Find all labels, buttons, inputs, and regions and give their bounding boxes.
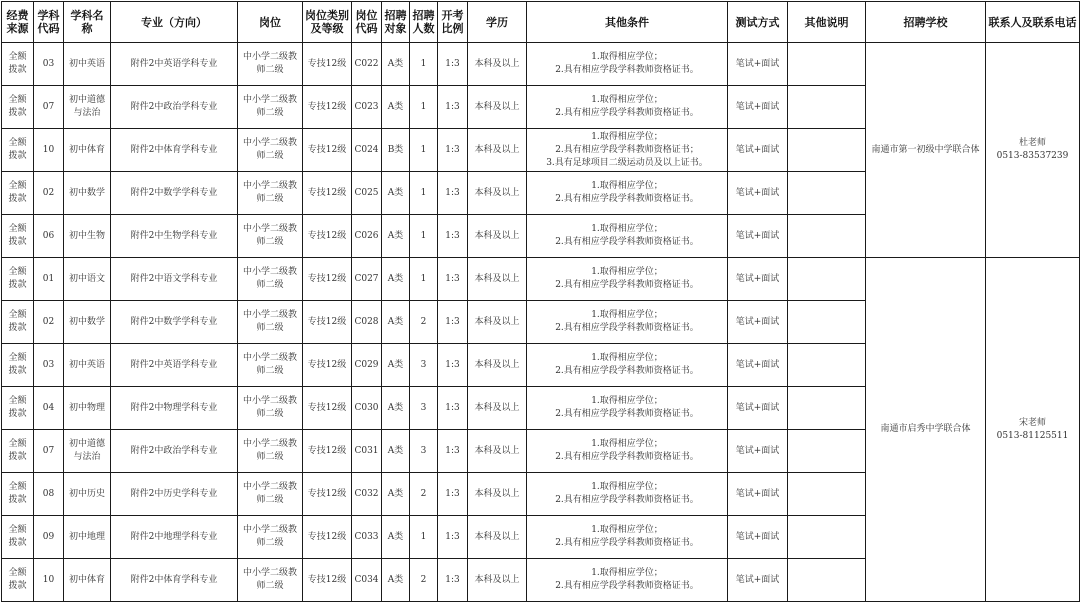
table-row [2, 43, 1080, 86]
header-ratio: 开考 比例 [438, 2, 468, 43]
cell-category: 专技12级 [303, 129, 352, 172]
cell-test: 笔试+面试 [728, 258, 788, 301]
cell-position-code: C026 [352, 215, 382, 258]
cell-school: 南通市启秀中学联合体 [866, 258, 986, 602]
cell-position-code: C025 [352, 172, 382, 215]
cell-funding: 全额 拨款 [2, 172, 34, 215]
cell-subject-code: 10 [34, 559, 64, 602]
cell-subject-name: 初中地理 [64, 516, 111, 559]
cell-ratio: 1:3 [438, 473, 468, 516]
cell-subject-code: 07 [34, 86, 64, 129]
cell-target: A类 [382, 86, 410, 129]
cell-education: 本科及以上 [468, 86, 527, 129]
cell-count: 3 [410, 387, 438, 430]
cell-position-code: C033 [352, 516, 382, 559]
cell-funding: 全额 拨款 [2, 129, 34, 172]
cell-notes [788, 129, 866, 172]
cell-notes [788, 344, 866, 387]
cell-major: 附件2中体育学科专业 [111, 129, 238, 172]
cell-ratio: 1:3 [438, 301, 468, 344]
cell-ratio: 1:3 [438, 344, 468, 387]
cell-contact: 宋老师 0513-81125511 [986, 258, 1080, 602]
cell-target: A类 [382, 43, 410, 86]
cell-count: 1 [410, 129, 438, 172]
cell-education: 本科及以上 [468, 473, 527, 516]
cell-count: 1 [410, 86, 438, 129]
cell-count: 1 [410, 516, 438, 559]
cell-test: 笔试+面试 [728, 172, 788, 215]
cell-test: 笔试+面试 [728, 387, 788, 430]
cell-funding: 全额 拨款 [2, 215, 34, 258]
cell-position: 中小学二级教 师二级 [238, 473, 303, 516]
cell-conditions: 1.取得相应学位； 2.具有相应学段学科教师资格证书； 3.具有足球项目二级运动员及以上证书。 [527, 129, 728, 172]
cell-category: 专技12级 [303, 86, 352, 129]
cell-subject-name: 初中英语 [64, 43, 111, 86]
cell-count: 2 [410, 559, 438, 602]
cell-target: A类 [382, 344, 410, 387]
cell-count: 3 [410, 344, 438, 387]
cell-funding: 全额 拨款 [2, 86, 34, 129]
cell-position: 中小学二级教 师二级 [238, 129, 303, 172]
cell-position: 中小学二级教 师二级 [238, 387, 303, 430]
cell-ratio: 1:3 [438, 516, 468, 559]
cell-major: 附件2中数学学科专业 [111, 172, 238, 215]
cell-ratio: 1:3 [438, 172, 468, 215]
header-notes: 其他说明 [788, 2, 866, 43]
cell-position: 中小学二级教 师二级 [238, 344, 303, 387]
cell-position: 中小学二级教 师二级 [238, 430, 303, 473]
cell-position-code: C024 [352, 129, 382, 172]
cell-conditions: 1.取得相应学位； 2.具有相应学段学科教师资格证书。 [527, 473, 728, 516]
header-contact: 联系人及联系电话 [986, 2, 1080, 43]
header-position-code: 岗位 代码 [352, 2, 382, 43]
cell-category: 专技12级 [303, 344, 352, 387]
cell-count: 2 [410, 473, 438, 516]
cell-contact: 杜老师 0513-83537239 [986, 43, 1080, 258]
cell-major: 附件2中英语学科专业 [111, 43, 238, 86]
table-body [2, 43, 1080, 602]
cell-category: 专技12级 [303, 172, 352, 215]
cell-target: A类 [382, 559, 410, 602]
cell-notes [788, 86, 866, 129]
cell-position: 中小学二级教 师二级 [238, 301, 303, 344]
cell-notes [788, 387, 866, 430]
recruitment-table [1, 1, 1080, 602]
cell-education: 本科及以上 [468, 344, 527, 387]
cell-subject-name: 初中体育 [64, 559, 111, 602]
cell-conditions: 1.取得相应学位； 2.具有相应学段学科教师资格证书。 [527, 172, 728, 215]
cell-conditions: 1.取得相应学位； 2.具有相应学段学科教师资格证书。 [527, 559, 728, 602]
cell-conditions: 1.取得相应学位； 2.具有相应学段学科教师资格证书。 [527, 301, 728, 344]
cell-major: 附件2中语文学科专业 [111, 258, 238, 301]
cell-position-code: C027 [352, 258, 382, 301]
cell-test: 笔试+面试 [728, 473, 788, 516]
cell-target: B类 [382, 129, 410, 172]
cell-education: 本科及以上 [468, 172, 527, 215]
cell-position-code: C022 [352, 43, 382, 86]
cell-test: 笔试+面试 [728, 344, 788, 387]
cell-ratio: 1:3 [438, 43, 468, 86]
cell-conditions: 1.取得相应学位； 2.具有相应学段学科教师资格证书。 [527, 516, 728, 559]
cell-ratio: 1:3 [438, 559, 468, 602]
cell-education: 本科及以上 [468, 559, 527, 602]
cell-test: 笔试+面试 [728, 129, 788, 172]
cell-position-code: C031 [352, 430, 382, 473]
cell-subject-code: 09 [34, 516, 64, 559]
cell-position: 中小学二级教 师二级 [238, 559, 303, 602]
cell-count: 1 [410, 215, 438, 258]
cell-education: 本科及以上 [468, 430, 527, 473]
cell-major: 附件2中英语学科专业 [111, 344, 238, 387]
cell-subject-name: 初中语文 [64, 258, 111, 301]
cell-ratio: 1:3 [438, 215, 468, 258]
cell-position-code: C029 [352, 344, 382, 387]
cell-conditions: 1.取得相应学位； 2.具有相应学段学科教师资格证书。 [527, 258, 728, 301]
cell-funding: 全额 拨款 [2, 559, 34, 602]
cell-funding: 全额 拨款 [2, 387, 34, 430]
cell-notes [788, 516, 866, 559]
cell-subject-code: 03 [34, 43, 64, 86]
cell-ratio: 1:3 [438, 86, 468, 129]
cell-school: 南通市第一初级中学联合体 [866, 43, 986, 258]
cell-subject-name: 初中道德 与法治 [64, 430, 111, 473]
cell-funding: 全额 拨款 [2, 473, 34, 516]
cell-target: A类 [382, 430, 410, 473]
cell-category: 专技12级 [303, 559, 352, 602]
cell-notes [788, 43, 866, 86]
cell-education: 本科及以上 [468, 387, 527, 430]
header-category: 岗位类别 及等级 [303, 2, 352, 43]
cell-count: 3 [410, 430, 438, 473]
header-conditions: 其他条件 [527, 2, 728, 43]
cell-conditions: 1.取得相应学位； 2.具有相应学段学科教师资格证书。 [527, 86, 728, 129]
cell-major: 附件2中生物学科专业 [111, 215, 238, 258]
table-row [2, 258, 1080, 301]
cell-notes [788, 258, 866, 301]
cell-funding: 全额 拨款 [2, 301, 34, 344]
header-funding: 经费 来源 [2, 2, 34, 43]
cell-target: A类 [382, 473, 410, 516]
header-count: 招聘 人数 [410, 2, 438, 43]
cell-position: 中小学二级教 师二级 [238, 86, 303, 129]
cell-target: A类 [382, 516, 410, 559]
cell-count: 1 [410, 43, 438, 86]
cell-subject-name: 初中物理 [64, 387, 111, 430]
cell-count: 1 [410, 258, 438, 301]
cell-conditions: 1.取得相应学位； 2.具有相应学段学科教师资格证书。 [527, 344, 728, 387]
cell-funding: 全额 拨款 [2, 43, 34, 86]
header-position: 岗位 [238, 2, 303, 43]
cell-education: 本科及以上 [468, 258, 527, 301]
header-target: 招聘 对象 [382, 2, 410, 43]
cell-subject-name: 初中历史 [64, 473, 111, 516]
cell-major: 附件2中地理学科专业 [111, 516, 238, 559]
cell-notes [788, 473, 866, 516]
cell-notes [788, 215, 866, 258]
cell-conditions: 1.取得相应学位； 2.具有相应学段学科教师资格证书。 [527, 387, 728, 430]
cell-subject-name: 初中生物 [64, 215, 111, 258]
cell-test: 笔试+面试 [728, 215, 788, 258]
cell-count: 2 [410, 301, 438, 344]
cell-subject-code: 02 [34, 301, 64, 344]
cell-ratio: 1:3 [438, 129, 468, 172]
cell-count: 1 [410, 172, 438, 215]
cell-funding: 全额 拨款 [2, 258, 34, 301]
header-education: 学历 [468, 2, 527, 43]
cell-position-code: C028 [352, 301, 382, 344]
cell-test: 笔试+面试 [728, 301, 788, 344]
cell-subject-code: 08 [34, 473, 64, 516]
cell-subject-code: 02 [34, 172, 64, 215]
cell-test: 笔试+面试 [728, 559, 788, 602]
cell-notes [788, 172, 866, 215]
header-test: 测试方式 [728, 2, 788, 43]
cell-target: A类 [382, 215, 410, 258]
cell-major: 附件2中政治学科专业 [111, 430, 238, 473]
cell-ratio: 1:3 [438, 430, 468, 473]
cell-funding: 全额 拨款 [2, 516, 34, 559]
cell-major: 附件2中历史学科专业 [111, 473, 238, 516]
cell-category: 专技12级 [303, 387, 352, 430]
cell-subject-code: 07 [34, 430, 64, 473]
cell-category: 专技12级 [303, 215, 352, 258]
cell-funding: 全额 拨款 [2, 430, 34, 473]
cell-major: 附件2中政治学科专业 [111, 86, 238, 129]
cell-major: 附件2中体育学科专业 [111, 559, 238, 602]
cell-education: 本科及以上 [468, 43, 527, 86]
cell-major: 附件2中数学学科专业 [111, 301, 238, 344]
cell-test: 笔试+面试 [728, 516, 788, 559]
cell-test: 笔试+面试 [728, 430, 788, 473]
cell-position-code: C023 [352, 86, 382, 129]
cell-position: 中小学二级教 师二级 [238, 215, 303, 258]
cell-subject-code: 03 [34, 344, 64, 387]
cell-test: 笔试+面试 [728, 43, 788, 86]
cell-target: A类 [382, 172, 410, 215]
cell-notes [788, 430, 866, 473]
cell-target: A类 [382, 301, 410, 344]
cell-major: 附件2中物理学科专业 [111, 387, 238, 430]
cell-subject-code: 10 [34, 129, 64, 172]
cell-subject-name: 初中数学 [64, 172, 111, 215]
header-subject-code: 学科 代码 [34, 2, 64, 43]
cell-subject-name: 初中数学 [64, 301, 111, 344]
cell-position: 中小学二级教 师二级 [238, 516, 303, 559]
cell-category: 专技12级 [303, 516, 352, 559]
cell-category: 专技12级 [303, 301, 352, 344]
cell-subject-code: 01 [34, 258, 64, 301]
cell-category: 专技12级 [303, 258, 352, 301]
cell-funding: 全额 拨款 [2, 344, 34, 387]
header-row [2, 2, 1080, 43]
header-major: 专业（方向） [111, 2, 238, 43]
cell-target: A类 [382, 387, 410, 430]
cell-subject-code: 06 [34, 215, 64, 258]
cell-education: 本科及以上 [468, 129, 527, 172]
cell-position: 中小学二级教 师二级 [238, 43, 303, 86]
cell-position-code: C034 [352, 559, 382, 602]
cell-notes [788, 301, 866, 344]
cell-position: 中小学二级教 师二级 [238, 258, 303, 301]
cell-ratio: 1:3 [438, 387, 468, 430]
cell-notes [788, 559, 866, 602]
cell-conditions: 1.取得相应学位； 2.具有相应学段学科教师资格证书。 [527, 43, 728, 86]
cell-target: A类 [382, 258, 410, 301]
cell-subject-code: 04 [34, 387, 64, 430]
cell-category: 专技12级 [303, 430, 352, 473]
cell-position-code: C030 [352, 387, 382, 430]
cell-subject-name: 初中体育 [64, 129, 111, 172]
cell-position-code: C032 [352, 473, 382, 516]
cell-education: 本科及以上 [468, 301, 527, 344]
cell-education: 本科及以上 [468, 215, 527, 258]
cell-test: 笔试+面试 [728, 86, 788, 129]
cell-ratio: 1:3 [438, 258, 468, 301]
cell-category: 专技12级 [303, 43, 352, 86]
cell-conditions: 1.取得相应学位； 2.具有相应学段学科教师资格证书。 [527, 430, 728, 473]
cell-category: 专技12级 [303, 473, 352, 516]
header-school: 招聘学校 [866, 2, 986, 43]
header-subject-name: 学科名 称 [64, 2, 111, 43]
cell-subject-name: 初中道德 与法治 [64, 86, 111, 129]
cell-education: 本科及以上 [468, 516, 527, 559]
cell-conditions: 1.取得相应学位； 2.具有相应学段学科教师资格证书。 [527, 215, 728, 258]
cell-subject-name: 初中英语 [64, 344, 111, 387]
cell-position: 中小学二级教 师二级 [238, 172, 303, 215]
